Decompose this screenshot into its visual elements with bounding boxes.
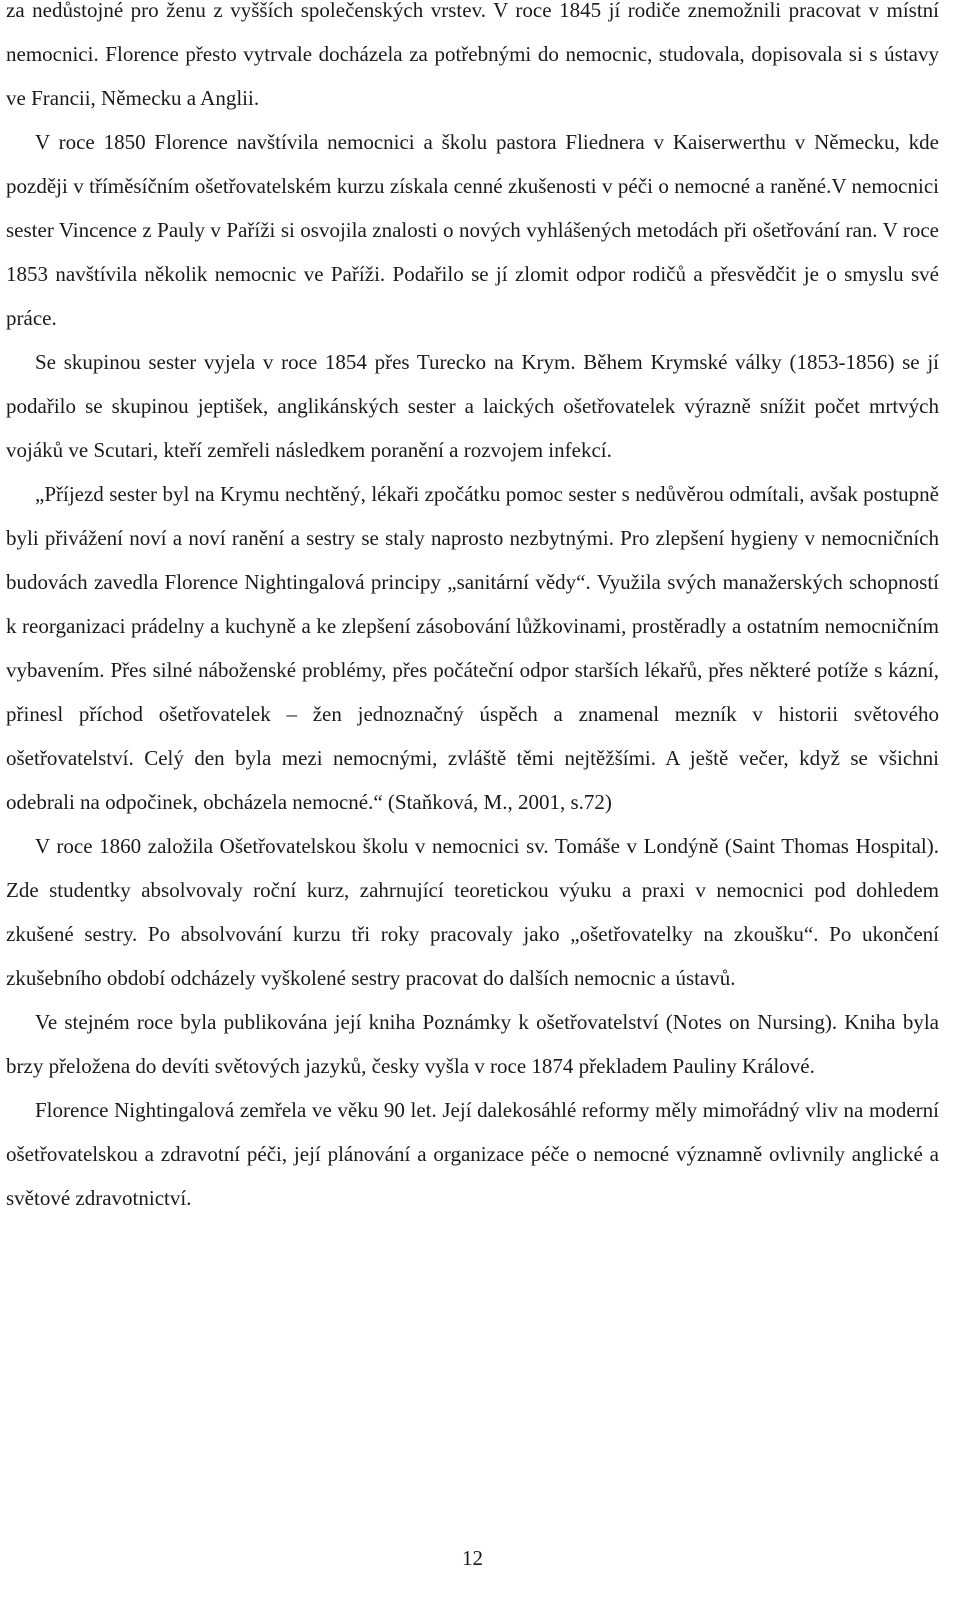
paragraph-nursing-school: V roce 1860 založila Ošetřovatelskou školu v nemocnici sv. Tomáše v Londýně (Saint Thomas Hospital). Zde studentky absolvovaly roční kurz, zahrnující teoretickou výuku a praxi v nemocnici pod dohledem zkušené sestry. Po absolvování kurzu tři roky pracovaly jako „ošetřovatelky na zkoušku“. Po ukončení zkušebního období odcházely vyškolené sestry pracovat do dalších nemocnic a ústavů. <box>6 834 939 990</box>
paragraph-quotation: „Příjezd sester byl na Krymu nechtěný, lékaři zpočátku pomoc sester s nedůvěrou odmítali, avšak postupně byli přivážení noví a noví ranění a sestry se staly naprosto nezbytnými. Pro zlepšení hygieny v nemocničních budovách zavedla Florence Nightingalová principy „sanitární vědy“. Využila svých manažerských schopností k reorganizaci prádelny a kuchyně a ke zlepšení zásobování lůžkovinami, prostěradly a ostatním nemocničním vybavením. Přes silné náboženské problémy, přes počáteční odpor starších lékařů, přes některé potíže s kázní, přinesl příchod ošetřovatelek – žen jednoznačný úspěch a znamenal mezník v historii světového ošetřovatelství. Celý den byla mezi nemocnými, zvláště těmi nejtěžšími. A ještě večer, když se všichni odebrali na odpočinek, obcházela nemocné.“ (Staňková, M., 2001, s.72) <box>6 482 939 814</box>
paragraph-notes-on-nursing: Ve stejném roce byla publikována její kniha Poznámky k ošetřovatelství (Notes on Nursing). Kniha byla brzy přeložena do devíti světových jazyků, česky vyšla v roce 1874 překladem Pauliny Králové. <box>6 1010 939 1078</box>
paragraph-legacy: Florence Nightingalová zemřela ve věku 90 let. Její dalekosáhlé reformy měly mimořádný vliv na moderní ošetřovatelskou a zdravotní péči, její plánování a organizace péče o nemocné významně ovlivnily anglické a světové zdravotnictví. <box>6 1098 939 1210</box>
paragraph-continuation: za nedůstojné pro ženu z vyšších společenských vrstev. V roce 1845 jí rodiče znemožnili pracovat v místní nemocnici. Florence přesto vytrvale docházela za potřebnými do nemocnic, studovala, dopisovala si s ústavy ve Francii, Německu a Anglii. <box>6 0 939 110</box>
paragraph-crimea: Se skupinou sester vyjela v roce 1854 přes Turecko na Krym. Během Krymské války (1853-1856) se jí podařilo se skupinou jeptišek, anglikánských sester a laických ošetřovatelek výrazně snížit počet mrtvých vojáků ve Scutari, kteří zemřeli následkem poranění a rozvojem infekcí. <box>6 350 939 462</box>
paragraph-kaiserwerth: V roce 1850 Florence navštívila nemocnici a školu pastora Fliednera v Kaiserwerthu v Německu, kde později v tříměsíčním ošetřovatelském kurzu získala cenné zkušenosti v péči o nemocné a raněné.V nemocnici sester Vincence z Pauly v Paříži si osvojila znalosti o nových vyhlášených metodách při ošetřování ran. V roce 1853 navštívila několik nemocnic ve Paříži. Podařilo se jí zlomit odpor rodičů a přesvědčit je o smyslu své práce. <box>6 130 939 330</box>
page-number: 12 <box>462 1546 483 1570</box>
document-page <box>6 0 939 1597</box>
